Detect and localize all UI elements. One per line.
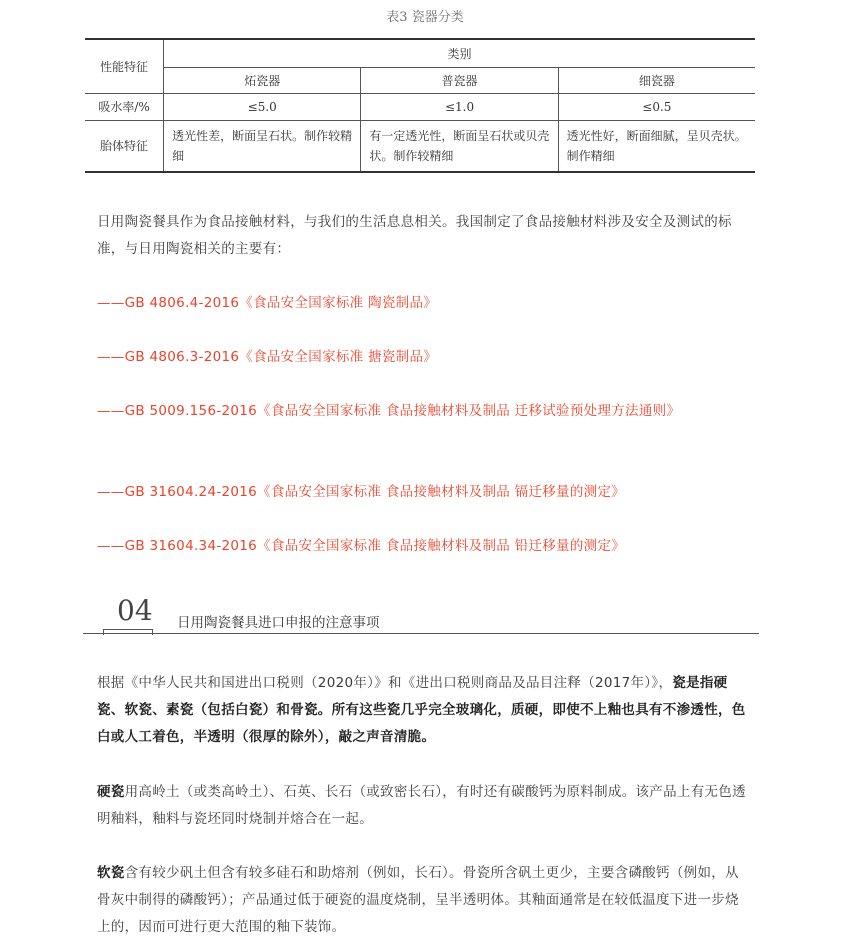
section-title: 日用陶瓷餐具进口申报的注意事项 [177, 615, 380, 631]
table-cell: ≤0.5 [558, 93, 755, 120]
table-row [85, 93, 755, 120]
section-number: 04 [117, 594, 153, 627]
paragraph-text: 含有较少矾土但含有较多硅石和助熔剂（例如，长石）。骨瓷所含矾土更少，主要含磷酸钙（例如，从骨灰中制得的磷酸钙）；产品通过低于硬瓷的温度烧制，呈半透明体。其釉面通常是在较低温度下进一步烧上的，因而可进行更大范围的釉下装饰。 [97, 865, 739, 935]
standard-item: ——GB 4806.3-2016《食品安全国家标准 搪瓷制品》 [97, 349, 438, 365]
table-cell: 透光性好，断面细腻，呈贝壳状。制作精细 [558, 120, 755, 172]
group-header-cell: 类别 [164, 39, 755, 67]
column-header: 细瓷器 [558, 67, 755, 93]
paragraph-porcelain-definition [97, 670, 752, 751]
paragraph-hard-porcelain [97, 779, 752, 833]
term-soft-porcelain: 软瓷 [97, 865, 125, 881]
standard-item: ——GB 31604.34-2016《食品安全国家标准 食品接触材料及制品 铅迁移量的测定》 [97, 538, 626, 554]
paragraph-soft-porcelain [97, 860, 752, 941]
paragraph-text: 根据《中华人民共和国进出口税则（2020年）》和《进出口税则商品及品目注释（2017年）》， [97, 675, 673, 691]
row-label: 吸水率/% [85, 93, 164, 120]
paragraph-text: 用高岭土（或类高岭土）、石英、长石（或致密长石），有时还有碳酸钙为原料制成。该产品上有无色透明釉料，釉料与瓷坯同时烧制并熔合在一起。 [97, 784, 746, 827]
section-number-underline [103, 629, 153, 635]
column-header: 炻瓷器 [164, 67, 361, 93]
row-label: 胎体特征 [85, 120, 164, 172]
paragraph-bold-text: 瓷是指硬瓷、软瓷、素瓷（包括白瓷）和骨瓷。所有这些瓷几乎完全玻璃化，质硬，即使不上釉也具有不渗透性，色白或人工着色，半透明（很厚的除外），敲之声音清脆。 [97, 675, 746, 745]
intro-paragraph: 日用陶瓷餐具作为食品接触材料，与我们的生活息息相关。我国制定了食品接触材料涉及安全及测试的标准，与日用陶瓷相关的主要有： [97, 214, 732, 257]
section-divider [83, 633, 759, 634]
table-cell: ≤5.0 [164, 93, 361, 120]
standard-item: ——GB 5009.156-2016《食品安全国家标准 食品接触材料及制品 迁移试验预处理方法通则》 [97, 403, 681, 419]
column-header: 普瓷器 [361, 67, 558, 93]
row-header-cell: 性能特征 [85, 39, 164, 93]
table-row [85, 120, 755, 172]
table-cell: 有一定透光性，断面呈石状或贝壳状。制作较精细 [361, 120, 558, 172]
standard-item: ——GB 4806.4-2016《食品安全国家标准 陶瓷制品》 [97, 295, 438, 311]
table-caption: 表3 瓷器分类 [386, 10, 464, 25]
term-hard-porcelain: 硬瓷 [97, 784, 125, 800]
ceramics-classification-table [85, 38, 755, 173]
table-cell: ≤1.0 [361, 93, 558, 120]
standard-item: ——GB 31604.24-2016《食品安全国家标准 食品接触材料及制品 镉迁移量的测定》 [97, 484, 626, 500]
table-cell: 透光性差，断面呈石状。制作较精细 [164, 120, 361, 172]
